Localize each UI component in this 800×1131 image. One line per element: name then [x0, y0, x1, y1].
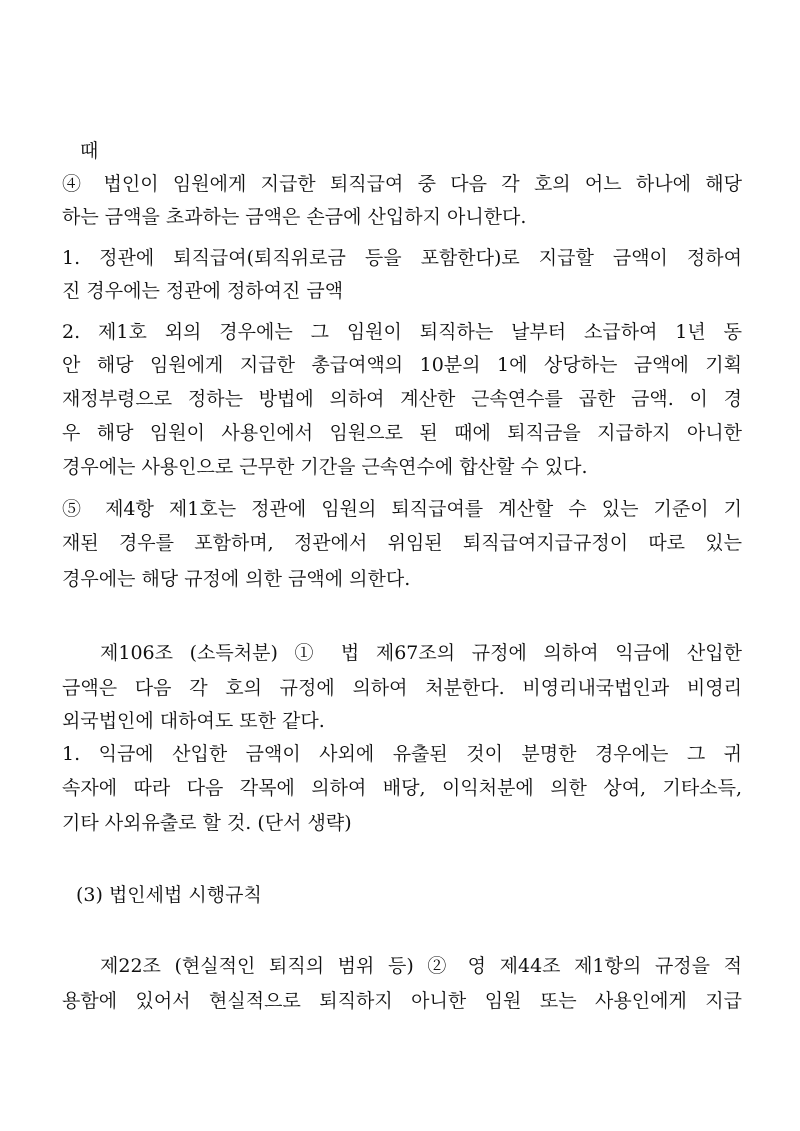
article-22-heading: 제22조 (현실적인 퇴직의 범위 등) ② 영 제44조 제1항의 규정을 적 [100, 955, 742, 977]
article-106-heading: 제106조 (소득처분) ① 법 제67조의 규정에 의하여 익금에 산입한 [100, 642, 742, 664]
text-line-18: 속자에 따라 다음 각목에 의하여 배당, 이익처분에 의한 상여, 기타소득, [62, 777, 742, 799]
text-line-5: 진 경우에는 정관에 정하여진 금액 [62, 280, 344, 302]
text-line-2: ④ 법인이 임원에게 지급한 퇴직급여 중 다음 각 호의 어느 하나에 해당 [62, 173, 742, 195]
text-line-19: 기타 사외유출로 할 것. (단서 생략) [62, 812, 352, 834]
section-heading: (3) 법인세법 시행규칙 [76, 884, 262, 906]
text-line-9: 우 해당 임원이 사용인에서 임원으로 된 때에 퇴직금을 지급하지 아니한 [62, 422, 742, 444]
text-line-17: 1. 익금에 산입한 금액이 사외에 유출된 것이 분명한 경우에는 그 귀 [62, 743, 742, 765]
text-line-11: ⑤ 제4항 제1호는 정관에 임원의 퇴직급여를 계산할 수 있는 기준이 기 [62, 498, 742, 520]
text-line-22: 용함에 있어서 현실적으로 퇴직하지 아니한 임원 또는 사용인에게 지급 [62, 990, 742, 1012]
text-line-15: 금액은 다음 각 호의 규정에 의하여 처분한다. 비영리내국법인과 비영리 [62, 677, 742, 699]
text-line-12: 재된 경우를 포함하며, 정관에서 위임된 퇴직급여지급규정이 따로 있는 [62, 532, 742, 554]
text-line-6: 2. 제1호 외의 경우에는 그 임원이 퇴직하는 날부터 소급하여 1년 동 [62, 321, 742, 343]
text-line-13: 경우에는 해당 규정에 의한 금액에 의한다. [62, 568, 411, 590]
text-line-1: 때 [80, 140, 99, 162]
text-line-3: 하는 금액을 초과하는 금액은 손금에 산입하지 아니한다. [62, 206, 527, 228]
text-line-8: 재정부령으로 정하는 방법에 의하여 계산한 근속연수를 곱한 금액. 이 경 [62, 388, 742, 410]
text-line-4: 1. 정관에 퇴직급여(퇴직위로금 등을 포함한다)로 지급할 금액이 정하여 [62, 247, 742, 269]
text-line-16: 외국법인에 대하여도 또한 같다. [62, 710, 325, 732]
text-line-7: 안 해당 임원에게 지급한 총급여액의 10분의 1에 상당하는 금액에 기획 [62, 354, 742, 376]
text-line-10: 경우에는 사용인으로 근무한 기간을 근속연수에 합산할 수 있다. [62, 456, 588, 478]
